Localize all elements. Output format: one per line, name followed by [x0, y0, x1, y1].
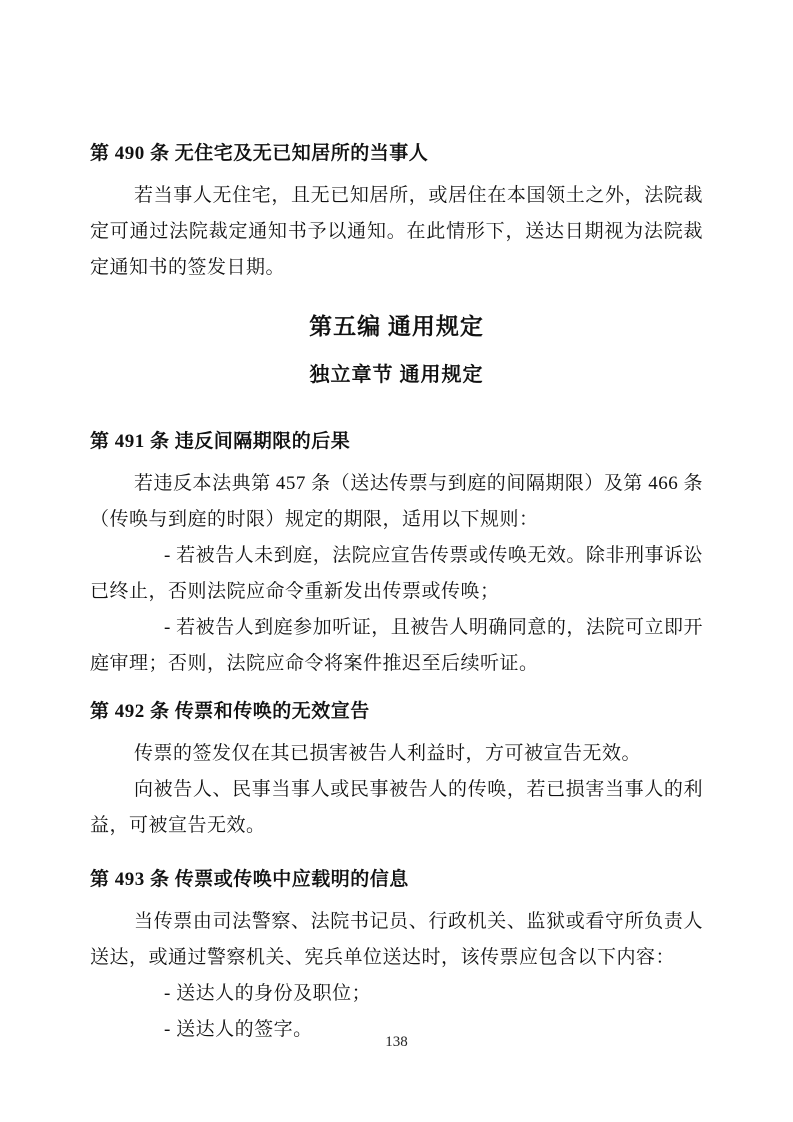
article-490 [90, 140, 703, 286]
part-title: 第五编 通用规定 [309, 314, 484, 339]
article-493-bullet-2: - 送达人的签字。 [164, 1019, 313, 1040]
article-492 [90, 698, 703, 844]
article-491-paragraph: 若违反本法典第 457 条（送达传票与到庭的间隔期限）及第 466 条（传唤与到庭的时限）规定的期限，适用以下规则： [90, 473, 703, 530]
article-490-heading: 第 490 条 无住宅及无已知居所的当事人 [90, 143, 429, 164]
article-491-bullet-2: - 若被告人到庭参加听证，且被告人明确同意的，法院可立即开庭审理；否则，法院应命令将案件推迟至后续听证。 [90, 617, 703, 674]
article-493-heading: 第 493 条 传票或传唤中应载明的信息 [90, 869, 409, 890]
article-492-paragraph-1: 传票的签发仅在其已损害被告人利益时，方可被宣告无效。 [134, 743, 642, 764]
article-492-paragraph-2: 向被告人、民事当事人或民事被告人的传唤，若已损害当事人的利益，可被宣告无效。 [90, 779, 703, 836]
article-492-heading: 第 492 条 传票和传唤的无效宣告 [90, 701, 370, 722]
article-493-paragraph: 当传票由司法警察、法院书记员、行政机关、监狱或看守所负责人送达，或通过警察机关、宪兵单位送达时，该传票应包含以下内容： [90, 911, 703, 968]
page-number: 138 [385, 1034, 408, 1050]
article-493-bullet-1: - 送达人的身份及职位； [164, 983, 372, 1004]
chapter-title: 独立章节 通用规定 [309, 364, 484, 386]
page-footer [0, 1034, 793, 1051]
article-490-paragraph: 若当事人无住宅，且无已知居所，或居住在本国领土之外，法院裁定可通过法院裁定通知书予以通知。在此情形下，送达日期视为法院裁定通知书的签发日期。 [90, 185, 703, 278]
article-493 [90, 866, 703, 1048]
article-491-heading: 第 491 条 违反间隔期限的后果 [90, 431, 351, 452]
article-491-bullet-1: - 若被告人未到庭，法院应宣告传票或传唤无效。除非刑事诉讼已终止，否则法院应命令重新发出传票或传唤； [90, 545, 703, 602]
article-491 [90, 428, 703, 682]
